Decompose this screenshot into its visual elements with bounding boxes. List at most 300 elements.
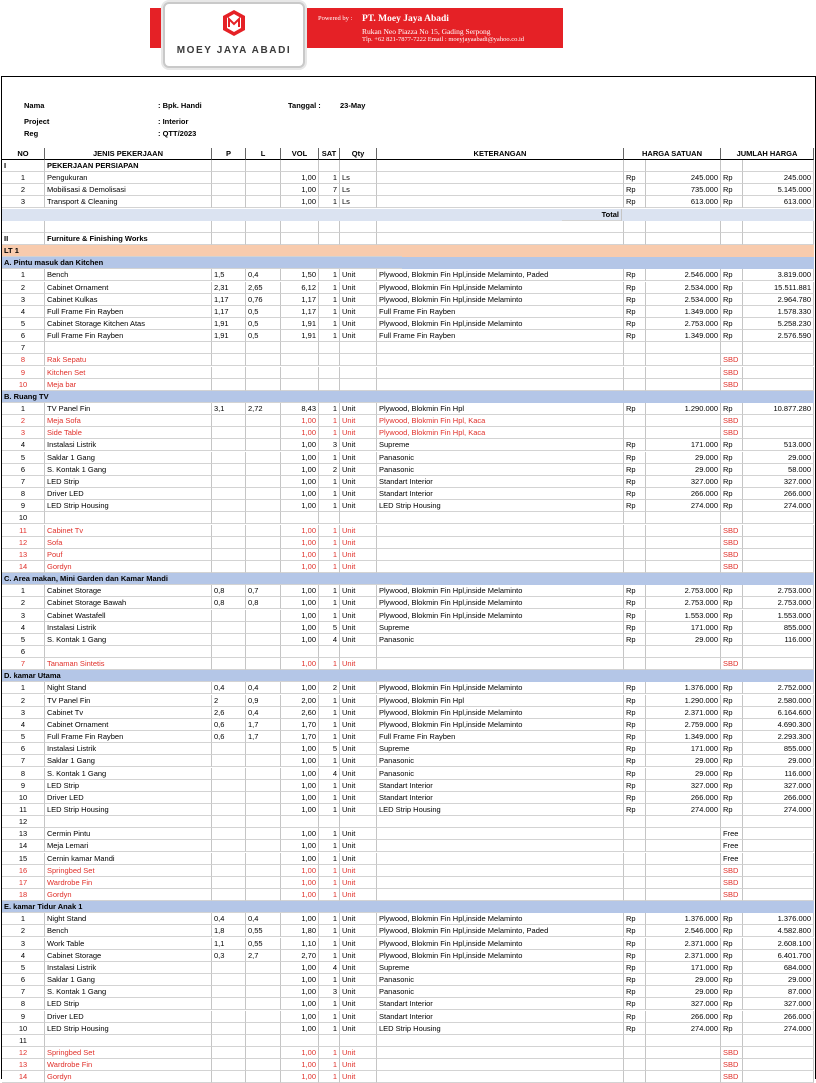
cell-no: 9 [2,367,45,379]
table-row [2,597,814,609]
cell-rp2: Free [721,840,743,852]
cell-l: 0,5 [246,306,281,318]
cell-vol [281,221,319,233]
cell-sat: Unit [340,537,377,549]
cell-p [212,1035,246,1047]
cell-rp1: Rp [624,707,646,719]
cell-l: 2,65 [246,282,281,294]
cell-vol: 2,00 [281,695,319,707]
cell-jumlah [743,512,814,524]
cell-sat: Unit [340,634,377,646]
cell-jenis: LED Strip [45,476,212,488]
cell-rp2: Rp [721,500,743,512]
cell-qty: 1 [319,1071,340,1083]
cell-jenis: Springbed Set [45,865,212,877]
cell-jenis: S. Kontak 1 Gang [45,768,212,780]
cell-rp1: Rp [624,269,646,281]
cell-harga [646,865,721,877]
cell-sat: Unit [340,743,377,755]
cell-ket: Panasonic [377,768,624,780]
cell-jenis: LED Strip Housing [45,500,212,512]
cell-sat: Unit [340,950,377,962]
cell-harga [646,816,721,828]
cell-ket [377,354,624,366]
cell-l: 0,55 [246,925,281,937]
cell-qty: 1 [319,755,340,767]
table-row [2,986,814,998]
cell-ket [377,549,624,561]
cell-jenis: Cabinet Kulkas [45,294,212,306]
cell-l [246,354,281,366]
cell-rp1 [624,549,646,561]
cell-p [212,488,246,500]
cell-qty: 1 [319,950,340,962]
cell-sat: Unit [340,695,377,707]
table-row [2,695,814,707]
cell-rp2: SBD [721,354,743,366]
cell-ket: Plywood, Blokmin Fin Hpl,inside Melaminto [377,913,624,925]
cell-jenis: Cabinet Storage [45,585,212,597]
cell-sat: Unit [340,792,377,804]
table-row [2,549,814,561]
cell-rp1: Rp [624,780,646,792]
cell-p [212,889,246,901]
cell-l [246,221,281,233]
cell-ket: Plywood, Blokmin Fin Hpl,inside Melaminto [377,294,624,306]
cell-rp1: Rp [624,476,646,488]
table-row [2,512,814,524]
table-row [2,294,814,306]
cell-no: 6 [2,974,45,986]
cell-vol: 1,00 [281,537,319,549]
cell-ket [377,1035,624,1047]
cell-p [212,658,246,670]
cell-ket: Standart Interior [377,476,624,488]
cell-sat [340,342,377,354]
cell-jumlah [743,840,814,852]
cell-ket: Standart Interior [377,1011,624,1023]
cell-vol: 1,00 [281,1071,319,1083]
cell-rp2: SBD [721,877,743,889]
cell-jenis: Gordyn [45,1071,212,1083]
cell-ket: Plywood, Blokmin Fin Hpl,inside Melaminto [377,585,624,597]
cell-jenis: Tanaman Sintetis [45,658,212,670]
cell-l [246,512,281,524]
cell-rp1 [624,354,646,366]
cell-l [246,889,281,901]
cell-vol: 1,00 [281,1059,319,1071]
cell-l [246,1011,281,1023]
cell-vol: 1,91 [281,330,319,342]
cell-no: 2 [2,282,45,294]
cell-harga: 735.000 [646,184,721,196]
cell-sat [340,233,377,245]
cell-harga [646,221,721,233]
cell-label: C. Area makan, Mini Garden dan Kamar Mandi [2,573,402,585]
cell-harga: 1.290.000 [646,695,721,707]
cell-l [246,464,281,476]
section-subheader [2,670,814,682]
cell-p [212,367,246,379]
cell-vol [281,233,319,245]
cell-ket: Plywood, Blokmin Fin Hpl, Kaca [377,427,624,439]
cell-vol: 1,00 [281,488,319,500]
cell-p: 1,91 [212,318,246,330]
cell-rp1: Rp [624,938,646,950]
col-jumlah-header: JUMLAH HARGA [721,148,814,160]
table-row [2,427,814,439]
cell-jenis: Furniture & Finishing Works [45,233,212,245]
cell-sat: Ls [340,184,377,196]
cell-rp2: Rp [721,950,743,962]
cell-jenis: Cabinet Ornament [45,719,212,731]
table-row [2,913,814,925]
cell-p [212,1059,246,1071]
cell-p [212,962,246,974]
cell-l [246,816,281,828]
cell-vol: 1,91 [281,318,319,330]
cell-rp1 [624,816,646,828]
table-row [2,707,814,719]
cell-rp1 [624,646,646,658]
cell-rp2: Rp [721,986,743,998]
cell-p [212,196,246,208]
cell-rp2: Rp [721,792,743,804]
cell-jenis: Cermin Pintu [45,828,212,840]
cell-label: LT 1 [2,245,402,257]
cell-jenis: Driver LED [45,488,212,500]
cell-p: 0,8 [212,585,246,597]
cell-jenis: Cabinet Storage Bawah [45,597,212,609]
cell-p [212,986,246,998]
cell-rp2: Free [721,828,743,840]
logo-emblem-icon [223,10,245,36]
table-row [2,743,814,755]
cell-rp1: Rp [624,610,646,622]
cell-jumlah: 2.753.000 [743,597,814,609]
cell-no: 10 [2,1023,45,1035]
cell-jenis: LED Strip Housing [45,1023,212,1035]
cell-rp1 [624,427,646,439]
floor-header [2,245,814,257]
cell-sat: Unit [340,804,377,816]
cell-p: 0,3 [212,950,246,962]
cell-jumlah: 4.690.300 [743,719,814,731]
cell-p [212,452,246,464]
cell-vol: 1,00 [281,768,319,780]
table-row [2,658,814,670]
cell-ket [377,840,624,852]
cell-qty [319,816,340,828]
cell-p [212,755,246,767]
cell-ket: LED Strip Housing [377,1023,624,1035]
cell-harga [646,658,721,670]
cell-p: 2,6 [212,707,246,719]
cell-qty: 1 [319,294,340,306]
cell-p: 1,91 [212,330,246,342]
cell-qty: 1 [319,804,340,816]
cell-rp2: SBD [721,367,743,379]
cell-vol: 1,00 [281,998,319,1010]
cell-harga [646,1035,721,1047]
cell-harga: 613.000 [646,196,721,208]
cell-qty: 3 [319,986,340,998]
cell-vol: 1,17 [281,294,319,306]
cell-jumlah: 684.000 [743,962,814,974]
cell-sat: Unit [340,828,377,840]
cell-p [212,354,246,366]
cell-jumlah: 266.000 [743,488,814,500]
cell-jumlah [743,658,814,670]
cell-rp2: SBD [721,549,743,561]
cell-no: 2 [2,597,45,609]
cell-p [212,610,246,622]
cell-harga: 1.376.000 [646,913,721,925]
cell-jumlah [743,1047,814,1059]
cell-p [212,853,246,865]
cell-no: 6 [2,646,45,658]
cell-no [2,221,45,233]
cell-jenis: Saklar 1 Gang [45,452,212,464]
cell-no: 9 [2,780,45,792]
cell-ket: Plywood, Blokmin Fin Hpl,inside Melaminto [377,950,624,962]
cell-l: 2,7 [246,950,281,962]
cell-jumlah: 274.000 [743,1023,814,1035]
cell-rp1 [624,221,646,233]
cell-harga: 2.753.000 [646,318,721,330]
cell-sat: Unit [340,998,377,1010]
cell-no: 13 [2,1059,45,1071]
cell-rp2 [721,342,743,354]
cell-sat: Unit [340,853,377,865]
cell-vol: 1,00 [281,184,319,196]
cell-no: 7 [2,755,45,767]
cell-jenis: Cernin kamar Mandi [45,853,212,865]
cell-vol: 1,00 [281,962,319,974]
cell-jumlah: 513.000 [743,439,814,451]
tanggal-label: Tanggal : [288,101,321,110]
cell-no: 3 [2,427,45,439]
cell-rp2: Rp [721,464,743,476]
cell-l [246,1023,281,1035]
cell-qty [319,160,340,172]
table-row [2,306,814,318]
cell-l [246,1035,281,1047]
cell-p [212,634,246,646]
cell-rp1 [624,561,646,573]
cell-rp1: Rp [624,622,646,634]
cell-vol: 1,00 [281,610,319,622]
cell-no: 7 [2,658,45,670]
cell-harga: 1.349.000 [646,306,721,318]
cell-rp2: Rp [721,925,743,937]
cell-harga [646,1059,721,1071]
cell-vol: 1,00 [281,755,319,767]
table-row [2,330,814,342]
cell-rp2: SBD [721,561,743,573]
cell-rp1: Rp [624,1011,646,1023]
cell-p [212,160,246,172]
table-row [2,1035,814,1047]
table-row [2,682,814,694]
cell-jenis: Night Stand [45,682,212,694]
cell-rp2: Rp [721,804,743,816]
cell-p [212,172,246,184]
cell-qty: 1 [319,415,340,427]
cell-l [246,452,281,464]
cell-qty: 1 [319,561,340,573]
cell-ket [377,196,624,208]
cell-rp1: Rp [624,743,646,755]
cell-harga: 2.371.000 [646,950,721,962]
cell-p [212,622,246,634]
cell-ket [377,889,624,901]
cell-no: 17 [2,877,45,889]
cell-harga: 2.546.000 [646,925,721,937]
table-row [2,646,814,658]
cell-sat [340,816,377,828]
table-row [2,610,814,622]
cell-jumlah: 327.000 [743,476,814,488]
cell-harga: 29.000 [646,974,721,986]
cell-p: 0,4 [212,913,246,925]
cell-harga: 274.000 [646,1023,721,1035]
cell-qty: 1 [319,792,340,804]
cell-p [212,537,246,549]
cell-rp2: SBD [721,658,743,670]
cell-rp2: Rp [721,294,743,306]
cell-qty [319,233,340,245]
cell-ket [377,525,624,537]
cell-rp1 [624,1071,646,1083]
table-row [2,354,814,366]
table-row [2,403,814,415]
cell-vol [281,512,319,524]
cell-sat: Unit [340,464,377,476]
cell-jumlah: 2.293.300 [743,731,814,743]
cell-jumlah: 3.819.000 [743,269,814,281]
cell-rp1 [624,1047,646,1059]
cell-no: 12 [2,816,45,828]
cell-vol: 1,00 [281,974,319,986]
cell-rp2: Rp [721,768,743,780]
cell-ket: Plywood, Blokmin Fin Hpl,inside Melaminto [377,938,624,950]
table-row [2,172,814,184]
cell-sat: Unit [340,780,377,792]
cell-rp1: Rp [624,184,646,196]
cell-rp1: Rp [624,804,646,816]
cell-no: 1 [2,403,45,415]
cell-l [246,755,281,767]
cell-vol: 1,00 [281,1047,319,1059]
cell-qty: 1 [319,658,340,670]
cell-p [212,476,246,488]
cell-qty [319,512,340,524]
cell-jenis: S. Kontak 1 Gang [45,464,212,476]
cell-ket: Plywood, Blokmin Fin Hpl,inside Melaminto [377,707,624,719]
cell-harga: 2.371.000 [646,707,721,719]
cell-harga: 2.371.000 [646,938,721,950]
cell-jenis [45,221,212,233]
cell-vol: 1,00 [281,865,319,877]
cell-rp2: SBD [721,1047,743,1059]
cell-rp2: Rp [721,585,743,597]
cell-vol: 1,00 [281,1011,319,1023]
cell-vol: 1,00 [281,172,319,184]
cell-jumlah [743,865,814,877]
cell-jumlah [743,160,814,172]
cell-rp1: Rp [624,330,646,342]
section-subheader [2,901,814,913]
col-ket-header: KETERANGAN [377,148,624,160]
cell-qty: 1 [319,585,340,597]
cell-sat: Unit [340,622,377,634]
cell-sat: Unit [340,330,377,342]
cell-ket [377,537,624,549]
cell-jenis: Cabinet Tv [45,707,212,719]
cell-p [212,549,246,561]
cell-label: E. kamar Tidur Anak 1 [2,901,402,913]
cell-no: 7 [2,342,45,354]
cell-harga: 29.000 [646,464,721,476]
cell-jumlah [743,342,814,354]
cell-ket: Plywood, Blokmin Fin Hpl,inside Melaminto [377,318,624,330]
cell-l [246,488,281,500]
cell-jumlah [743,646,814,658]
cell-l [246,974,281,986]
cell-rp2: SBD [721,537,743,549]
cell-qty: 5 [319,743,340,755]
cell-ket: Plywood, Blokmin Fin Hpl,inside Melaminto [377,719,624,731]
cell-harga: 29.000 [646,634,721,646]
cell-jumlah: 87.000 [743,986,814,998]
section-header-row [2,233,814,245]
cell-jumlah [743,877,814,889]
cell-no: 4 [2,306,45,318]
cell-jenis: Instalasi Listrik [45,622,212,634]
cell-rp2: Free [721,853,743,865]
cell-vol [281,367,319,379]
cell-rp1 [624,840,646,852]
red-accent-left [150,8,164,48]
cell-ket: Plywood, Blokmin Fin Hpl, Kaca [377,415,624,427]
cell-harga [646,367,721,379]
cell-jumlah: 5.145.000 [743,184,814,196]
cell-jenis: Instalasi Listrik [45,439,212,451]
cell-qty: 1 [319,1059,340,1071]
cell-l [246,342,281,354]
total-row [2,209,814,221]
cell-p [212,974,246,986]
cell-vol: 1,00 [281,561,319,573]
cell-jumlah [743,427,814,439]
cell-vol: 1,17 [281,306,319,318]
cell-no: 6 [2,743,45,755]
cell-no: 3 [2,707,45,719]
cell-ket [377,367,624,379]
cell-rp2: Rp [721,306,743,318]
cell-l [246,537,281,549]
cell-vol: 1,00 [281,877,319,889]
cell-jumlah: 274.000 [743,804,814,816]
cell-no: 3 [2,938,45,950]
cell-l [246,646,281,658]
cell-qty: 1 [319,597,340,609]
table-row [2,318,814,330]
cell-harga: 327.000 [646,780,721,792]
table-row [2,464,814,476]
cell-no: 5 [2,731,45,743]
